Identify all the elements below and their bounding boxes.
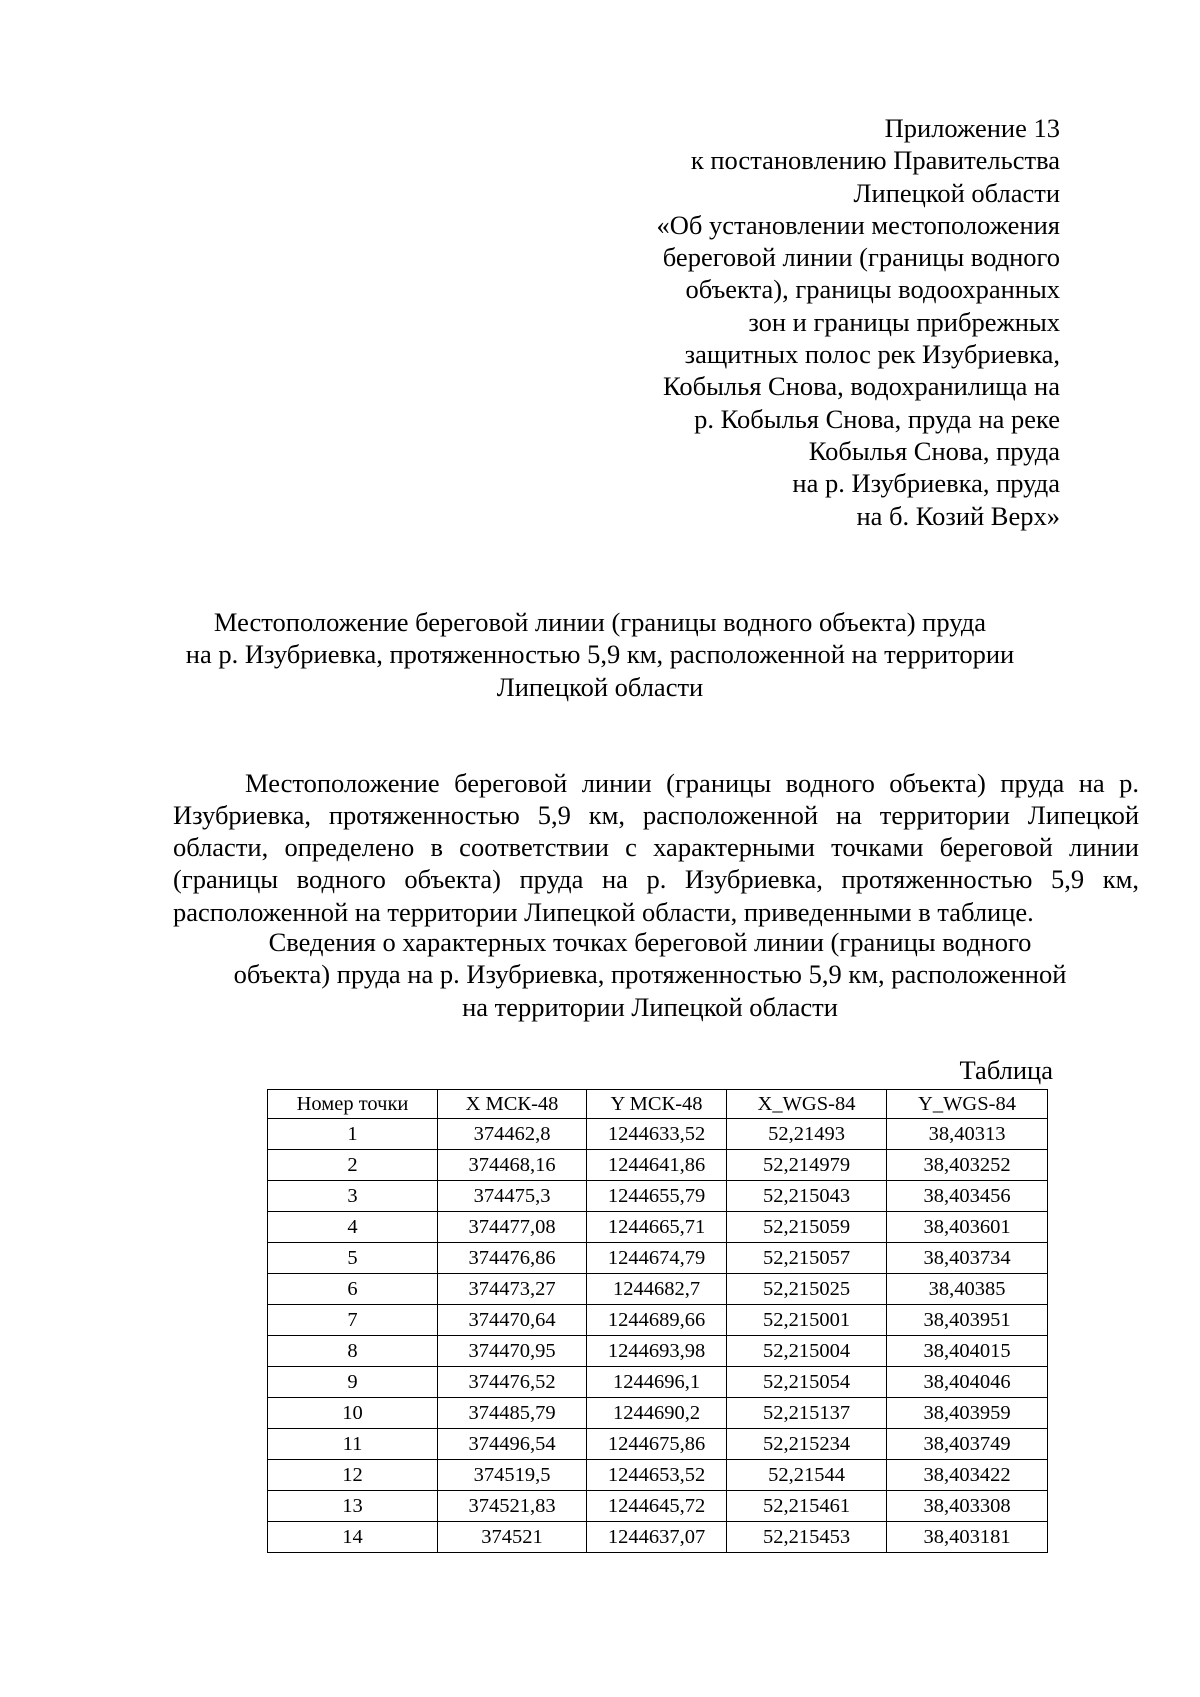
cell-x-msk48: 374462,8 [438, 1119, 587, 1150]
cell-y-msk48: 1244641,86 [587, 1150, 727, 1181]
cell-x-msk48: 374468,16 [438, 1150, 587, 1181]
cell-y-msk48: 1244633,52 [587, 1119, 727, 1150]
table-row [268, 1274, 1048, 1305]
table-header-row [268, 1090, 1048, 1119]
cell-y-wgs84: 38,403951 [887, 1305, 1048, 1336]
table-row [268, 1367, 1048, 1398]
cell-x-wgs84: 52,215054 [727, 1367, 887, 1398]
cell-point-number: 2 [268, 1150, 438, 1181]
coordinates-table [267, 1089, 1048, 1553]
column-header-y-msk48: Y МСК-48 [587, 1090, 727, 1119]
cell-y-msk48: 1244689,66 [587, 1305, 727, 1336]
cell-y-wgs84: 38,403601 [887, 1212, 1048, 1243]
document-title [150, 606, 1050, 703]
cell-x-wgs84: 52,214979 [727, 1150, 887, 1181]
cell-point-number: 3 [268, 1181, 438, 1212]
cell-y-wgs84: 38,404015 [887, 1336, 1048, 1367]
table-heading-line: на территории Липецкой области [462, 991, 838, 1022]
appendix-line: Кобылья Снова, пруда [808, 435, 1060, 466]
appendix-line: береговой линии (границы водного [662, 242, 1060, 273]
cell-y-msk48: 1244655,79 [587, 1181, 727, 1212]
table-row [268, 1150, 1048, 1181]
appendix-line: Кобылья Снова, водохранилища на [663, 371, 1060, 402]
cell-x-wgs84: 52,215137 [727, 1398, 887, 1429]
cell-x-msk48: 374476,52 [438, 1367, 587, 1398]
table-row [268, 1522, 1048, 1553]
table-row [268, 1181, 1048, 1212]
table-heading-line: объекта) пруда на р. Изубриевка, протяженностью 5,9 км, расположенной [233, 959, 1067, 990]
appendix-line: защитных полос рек Изубриевка, [684, 339, 1060, 370]
cell-x-wgs84: 52,215234 [727, 1429, 887, 1460]
cell-point-number: 11 [268, 1429, 438, 1460]
cell-point-number: 6 [268, 1274, 438, 1305]
cell-x-wgs84: 52,215453 [727, 1522, 887, 1553]
cell-x-msk48: 374473,27 [438, 1274, 587, 1305]
table-row [268, 1305, 1048, 1336]
table-row [268, 1398, 1048, 1429]
cell-y-msk48: 1244674,79 [587, 1243, 727, 1274]
cell-x-wgs84: 52,215461 [727, 1491, 887, 1522]
cell-y-msk48: 1244637,07 [587, 1522, 727, 1553]
appendix-line: объекта), границы водоохранных [685, 274, 1060, 305]
table-body [268, 1119, 1048, 1553]
table-row [268, 1212, 1048, 1243]
cell-y-wgs84: 38,403456 [887, 1181, 1048, 1212]
appendix-line: Приложение 13 [884, 113, 1060, 143]
cell-y-msk48: 1244665,71 [587, 1212, 727, 1243]
column-header-x-wgs84: X_WGS-84 [727, 1090, 887, 1119]
column-header-point-number: Номер точки [268, 1090, 438, 1119]
cell-y-wgs84: 38,403959 [887, 1398, 1048, 1429]
cell-y-wgs84: 38,403422 [887, 1460, 1048, 1491]
cell-point-number: 9 [268, 1367, 438, 1398]
title-line: Липецкой области [496, 671, 704, 702]
cell-x-msk48: 374496,54 [438, 1429, 587, 1460]
cell-x-msk48: 374470,95 [438, 1336, 587, 1367]
cell-y-msk48: 1244645,72 [587, 1491, 727, 1522]
appendix-line: на б. Козий Верх» [856, 500, 1060, 531]
appendix-line: Липецкой области [853, 177, 1060, 208]
cell-y-wgs84: 38,403308 [887, 1491, 1048, 1522]
cell-point-number: 5 [268, 1243, 438, 1274]
title-line: Местоположение береговой линии (границы водного объекта) пруда [213, 607, 987, 637]
cell-point-number: 10 [268, 1398, 438, 1429]
title-line: на р. Изубриевка, протяженностью 5,9 км, расположенной на территории [185, 639, 1015, 670]
cell-x-wgs84: 52,215043 [727, 1181, 887, 1212]
cell-point-number: 8 [268, 1336, 438, 1367]
cell-point-number: 13 [268, 1491, 438, 1522]
appendix-line: р. Кобылья Снова, пруда на реке [694, 403, 1060, 434]
table-row [268, 1429, 1048, 1460]
cell-x-wgs84: 52,21544 [727, 1460, 887, 1491]
cell-point-number: 12 [268, 1460, 438, 1491]
table-heading-line: Сведения о характерных точках береговой линии (границы водного [268, 927, 1032, 957]
cell-x-wgs84: 52,215057 [727, 1243, 887, 1274]
column-header-x-msk48: X МСК-48 [438, 1090, 587, 1119]
appendix-line: зон и границы прибрежных [748, 306, 1060, 337]
cell-x-msk48: 374521 [438, 1522, 587, 1553]
cell-y-wgs84: 38,403181 [887, 1522, 1048, 1553]
appendix-line: к постановлению Правительства [690, 145, 1060, 176]
appendix-header [540, 112, 1060, 532]
cell-y-wgs84: 38,403749 [887, 1429, 1048, 1460]
cell-x-msk48: 374519,5 [438, 1460, 587, 1491]
cell-x-msk48: 374470,64 [438, 1305, 587, 1336]
cell-y-msk48: 1244696,1 [587, 1367, 727, 1398]
body-paragraph: Местоположение береговой линии (границы водного объекта) пруда на р. Изубриевка, протяженностью 5,9 км, расположенной на территории Липецкой области, определено в соответствии с характерными точками береговой линии (границы водного объекта) пруда на р. Изубриевка, протяженностью 5,9 км, расположенной на территории Липецкой области, приведенными в таблице. [173, 767, 1139, 927]
cell-y-msk48: 1244690,2 [587, 1398, 727, 1429]
table-heading [170, 926, 1130, 1023]
table-row [268, 1491, 1048, 1522]
cell-x-msk48: 374477,08 [438, 1212, 587, 1243]
table-row [268, 1460, 1048, 1491]
cell-y-msk48: 1244675,86 [587, 1429, 727, 1460]
cell-x-msk48: 374485,79 [438, 1398, 587, 1429]
appendix-line: «Об установлении местоположения [656, 209, 1060, 240]
table-row [268, 1243, 1048, 1274]
appendix-line: на р. Изубриевка, пруда [792, 468, 1060, 499]
cell-y-msk48: 1244653,52 [587, 1460, 727, 1491]
cell-y-msk48: 1244693,98 [587, 1336, 727, 1367]
cell-y-msk48: 1244682,7 [587, 1274, 727, 1305]
cell-point-number: 14 [268, 1522, 438, 1553]
cell-x-wgs84: 52,215025 [727, 1274, 887, 1305]
cell-x-wgs84: 52,21493 [727, 1119, 887, 1150]
cell-x-wgs84: 52,215001 [727, 1305, 887, 1336]
table-row [268, 1119, 1048, 1150]
cell-y-wgs84: 38,403734 [887, 1243, 1048, 1274]
table-label: Таблица [959, 1055, 1053, 1085]
cell-y-wgs84: 38,40313 [887, 1119, 1048, 1150]
cell-y-wgs84: 38,403252 [887, 1150, 1048, 1181]
cell-x-msk48: 374476,86 [438, 1243, 587, 1274]
cell-y-wgs84: 38,404046 [887, 1367, 1048, 1398]
cell-y-wgs84: 38,40385 [887, 1274, 1048, 1305]
cell-x-wgs84: 52,215059 [727, 1212, 887, 1243]
cell-x-msk48: 374475,3 [438, 1181, 587, 1212]
cell-x-wgs84: 52,215004 [727, 1336, 887, 1367]
cell-x-msk48: 374521,83 [438, 1491, 587, 1522]
cell-point-number: 7 [268, 1305, 438, 1336]
cell-point-number: 1 [268, 1119, 438, 1150]
column-header-y-wgs84: Y_WGS-84 [887, 1090, 1048, 1119]
table-row [268, 1336, 1048, 1367]
cell-point-number: 4 [268, 1212, 438, 1243]
